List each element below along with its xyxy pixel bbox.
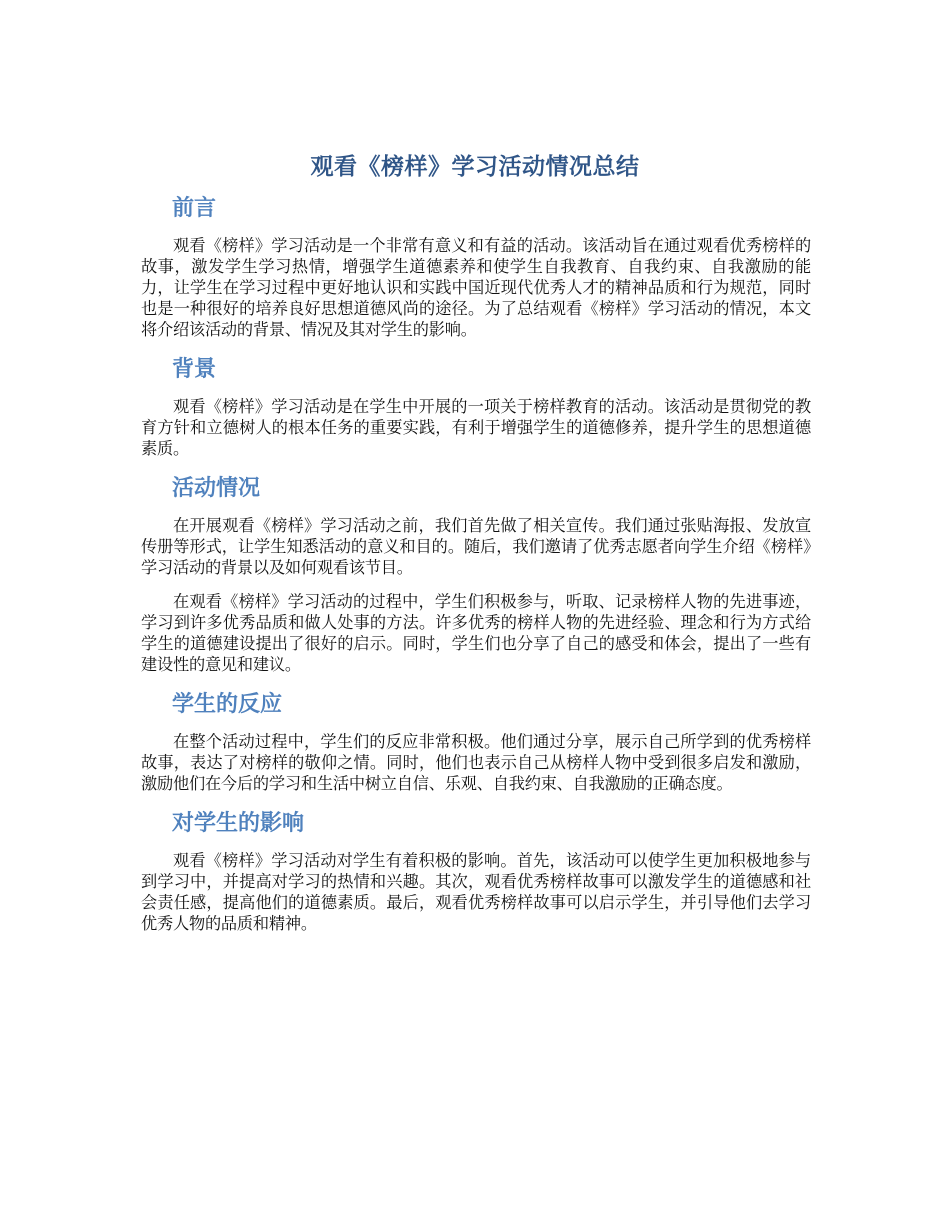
paragraph: 在观看《榜样》学习活动的过程中，学生们积极参与，听取、记录榜样人物的先进事迹，学习到许多优秀品质和做人处事的方法。许多优秀的榜样人物的先进经验、理念和行为方式给学生的道德建设提出了很好的启示。同时，学生们也分享了自己的感受和体会，提出了一些有建设性的意见和建议。 <box>141 592 811 674</box>
section-heading: 背景 <box>172 357 217 382</box>
paragraph: 在整个活动过程中，学生们的反应非常积极。他们通过分享，展示自己所学到的优秀榜样故事，表达了对榜样的敬仰之情。同时，他们也表示自己从榜样人物中受到很多启发和激励，激励他们在今后的学习和生活中树立自信、乐观、自我约束、自我激励的正确态度。 <box>141 732 811 793</box>
paragraph: 观看《榜样》学习活动是一个非常有意义和有益的活动。该活动旨在通过观看优秀榜样的故事，激发学生学习热情，增强学生道德素养和使学生自我教育、自我约束、自我激励的能力，让学生在学习过程中更好地认识和实践中国近现代优秀人才的精神品质和行为规范，同时也是一种很好的培养良好思想道德风尚的途径。为了总结观看《榜样》学习活动的情况，本文将介绍该活动的背景、情况及其对学生的影响。 <box>141 236 811 339</box>
paragraph: 在开展观看《榜样》学习活动之前，我们首先做了相关宣传。我们通过张贴海报、发放宣传册等形式，让学生知悉活动的意义和目的。随后，我们邀请了优秀志愿者向学生介绍《榜样》学习活动的背景以及如何观看该节目。 <box>141 516 811 577</box>
document-body <box>141 192 811 934</box>
section-impact <box>141 807 811 934</box>
section-preface <box>141 192 811 340</box>
section-background <box>141 353 811 459</box>
paragraph: 观看《榜样》学习活动对学生有着积极的影响。首先，该活动可以使学生更加积极地参与到学习中，并提高对学习的热情和兴趣。其次，观看优秀榜样故事可以激发学生的道德感和社会责任感，提高他们的道德素质。最后，观看优秀榜样故事可以启示学生，并引导他们去学习优秀人物的品质和精神。 <box>141 851 811 933</box>
section-student-response <box>141 688 811 794</box>
section-heading: 对学生的影响 <box>172 811 305 836</box>
section-heading: 活动情况 <box>172 476 261 501</box>
document-title: 观看《榜样》学习活动情况总结 <box>310 154 640 180</box>
section-heading: 前言 <box>172 196 217 221</box>
section-heading: 学生的反应 <box>172 692 283 717</box>
section-activity <box>141 472 811 675</box>
paragraph: 观看《榜样》学习活动是在学生中开展的一项关于榜样教育的活动。该活动是贯彻党的教育方针和立德树人的根本任务的重要实践，有利于增强学生的道德修养，提升学生的思想道德素质。 <box>141 397 811 458</box>
